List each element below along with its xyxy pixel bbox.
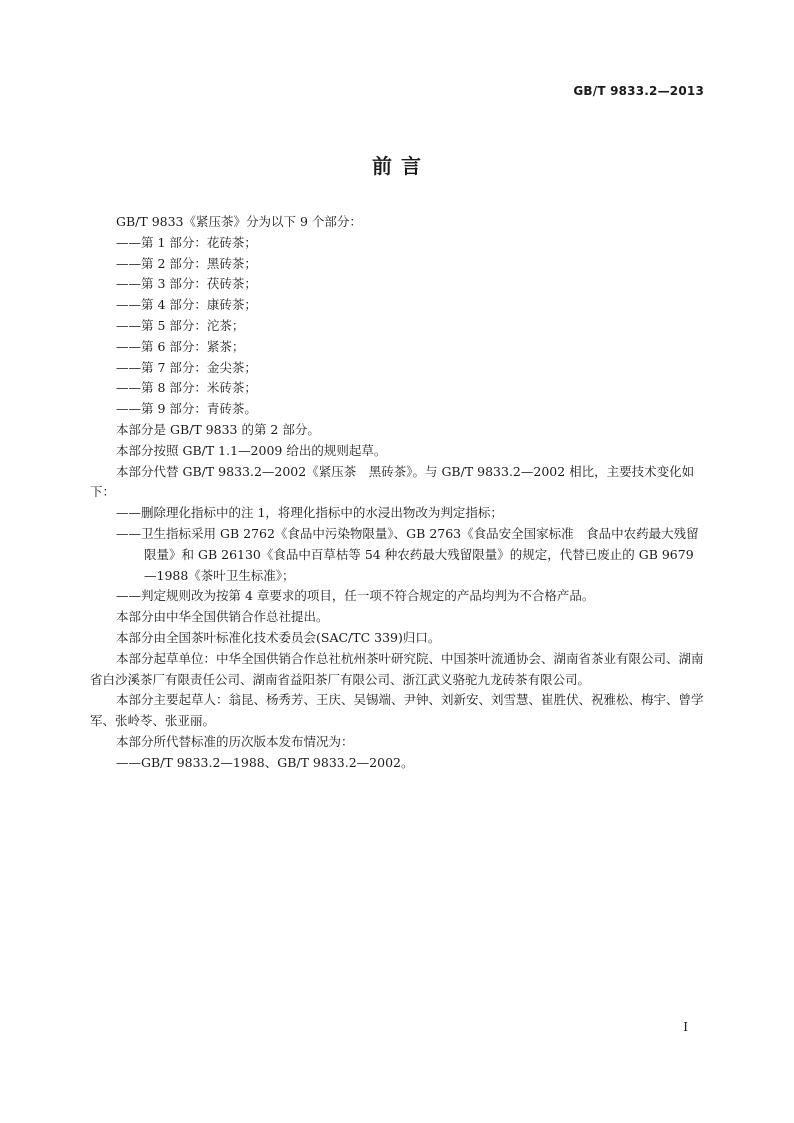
this-part-paragraph: 本部分是 GB/T 9833 的第 2 部分。 (116, 421, 320, 437)
page-number: I (683, 1020, 688, 1034)
change-list-item: ——卫生指标采用 GB 2762《食品中污染物限量》、GB 2763《食品安全国家标准 食品中农药最大残留限量》和 GB 26130《食品中百草枯等 54 种农药最大残留限量》的规定，代替已废止的 GB 9679—1988《茶叶卫生标准》； (116, 525, 699, 583)
drafting-rule-paragraph: 本部分按照 GB/T 1.1—2009 给出的规则起草。 (116, 442, 387, 458)
part-list-item: ——第 2 部分：黑砖茶； (116, 255, 257, 271)
replaces-paragraph: 本部分代替 GB/T 9833.2—2002《紧压茶 黑砖茶》。与 GB/T 9833.2—2002 相比，主要技术变化如下： (90, 463, 695, 500)
part-list-item: ——第 7 部分：金尖茶； (116, 359, 257, 375)
history-list-item: ——GB/T 9833.2—1988、GB/T 9833.2—2002。 (116, 754, 414, 770)
part-list-item: ——第 5 部分：沱茶； (116, 317, 245, 333)
change-list-item: ——判定规则改为按第 4 章要求的项目，任一项不符合规定的产品均判为不合格产品。 (116, 588, 595, 604)
standard-number: GB/T 9833.2—2013 (573, 84, 704, 98)
intro-paragraph: GB/T 9833《紧压茶》分为以下 9 个部分： (116, 214, 362, 229)
jurisdiction-paragraph: 本部分由全国茶叶标准化技术委员会(SAC/TC 339)归口。 (116, 629, 441, 645)
page-title: 前 言 (372, 154, 422, 178)
history-intro-paragraph: 本部分所代替标准的历次版本发布情况为： (116, 733, 354, 749)
part-list-item: ——第 8 部分：米砖茶； (116, 380, 257, 396)
part-list-item: ——第 9 部分：青砖茶。 (116, 401, 257, 417)
part-list-item: ——第 1 部分：花砖茶； (116, 234, 257, 250)
proposer-paragraph: 本部分由中华全国供销合作总社提出。 (116, 609, 329, 625)
part-list-item: ——第 6 部分：紧茶； (116, 338, 245, 354)
drafting-units-paragraph: 本部分起草单位：中华全国供销合作总社杭州茶叶研究院、中国茶叶流通协会、湖南省茶业有限公司、湖南省白沙溪茶厂有限责任公司、湖南省益阳茶厂有限公司、浙江武义骆驼九龙砖茶有限公司。 (90, 650, 704, 687)
part-list-item: ——第 4 部分：康砖茶； (116, 297, 257, 313)
foreword-body (90, 212, 704, 774)
drafters-paragraph: 本部分主要起草人：翁昆、杨秀芳、王庆、吴锡端、尹钟、刘新安、刘雪慧、崔胜伏、祝雅松、梅宇、曾学军、张岭苓、张亚丽。 (90, 692, 704, 729)
part-list-item: ——第 3 部分：茯砖茶； (116, 276, 257, 292)
change-list-item: ——删除理化指标中的注 1，将理化指标中的水浸出物改为判定指标； (116, 505, 503, 521)
